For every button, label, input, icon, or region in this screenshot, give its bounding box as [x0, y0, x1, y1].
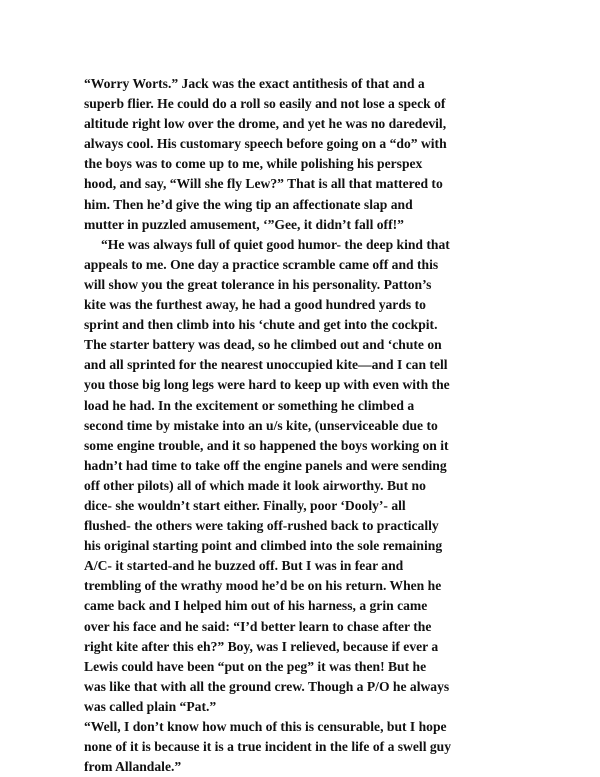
text-line: Lewis could have been “put on the peg” it was then! But he	[84, 658, 427, 674]
text-line: superb flier. He could do a roll so easily and not lose a speck of	[84, 96, 446, 112]
text-line: second time by mistake into an u/s kite, (unserviceable due to	[84, 417, 438, 433]
letter-body-text	[84, 74, 524, 777]
text-line: trembling of the wrathy mood he’d be on his return. When he	[84, 578, 442, 594]
text-line: over his face and he said: “I’d better learn to chase after the	[84, 618, 432, 634]
text-line: mutter in puzzled amusement, ‘”Gee, it didn’t fall off!”	[84, 216, 404, 232]
text-line: none of it is because it is a true incident in the life of a swell guy	[84, 739, 452, 755]
text-line: flushed- the others were taking off-rushed back to practically	[84, 518, 439, 534]
text-line: was called plain “Pat.”	[84, 698, 217, 714]
text-line: A/C- it started-and he buzzed off. But I was in fear and	[84, 558, 404, 574]
text-line: from Allandale.”	[84, 759, 182, 775]
text-line: The starter battery was dead, so he climbed out and ‘chute on	[84, 337, 442, 353]
text-line: “Worry Worts.” Jack was the exact antithesis of that and a	[84, 76, 425, 91]
text-line: altitude right low over the drome, and yet he was no daredevil,	[84, 116, 447, 132]
text-line: hood, and say, “Will she fly Lew?” That is all that mattered to	[84, 176, 443, 192]
text-line: appeals to me. One day a practice scramble came off and this	[84, 256, 439, 272]
text-line: his original starting point and climbed into the sole remaining	[84, 538, 443, 554]
text-line: kite was the furthest away, he had a good hundred yards to	[84, 297, 426, 313]
text-line: will show you the great tolerance in his personality. Patton’s	[84, 276, 432, 292]
text-line: right kite after this eh?” Boy, was I relieved, because if ever a	[84, 638, 439, 654]
text-line: him. Then he’d give the wing tip an affectionate slap and	[84, 196, 413, 212]
text-line: the boys was to come up to me, while polishing his perspex	[84, 156, 423, 172]
text-line: off other pilots) all of which made it look airworthy. But no	[84, 477, 426, 493]
text-line: “Well, I don’t know how much of this is censurable, but I hope	[84, 719, 447, 734]
text-line: always cool. His customary speech before going on a “do” with	[84, 136, 447, 152]
text-line: hadn’t had time to take off the engine panels and were sending	[84, 457, 447, 473]
text-line: and all sprinted for the nearest unoccupied kite—and I can tell	[84, 357, 448, 373]
text-line: “He was always full of quiet good humor- the deep kind that	[84, 236, 450, 252]
text-line: was like that with all the ground crew. Though a P/O he always	[84, 678, 450, 694]
text-line: some engine trouble, and it so happened the boys working on it	[84, 437, 449, 453]
text-line: dice- she wouldn’t start either. Finally, poor ‘Dooly’- all	[84, 497, 406, 513]
text-line: load he had. In the excitement or something he climbed a	[84, 397, 415, 413]
text-line: came back and I helped him out of his harness, a grin came	[84, 598, 428, 614]
text-line: you those big long legs were hard to keep up with even with the	[84, 377, 450, 393]
text-line: sprint and then climb into his ‘chute and get into the cockpit.	[84, 317, 438, 333]
